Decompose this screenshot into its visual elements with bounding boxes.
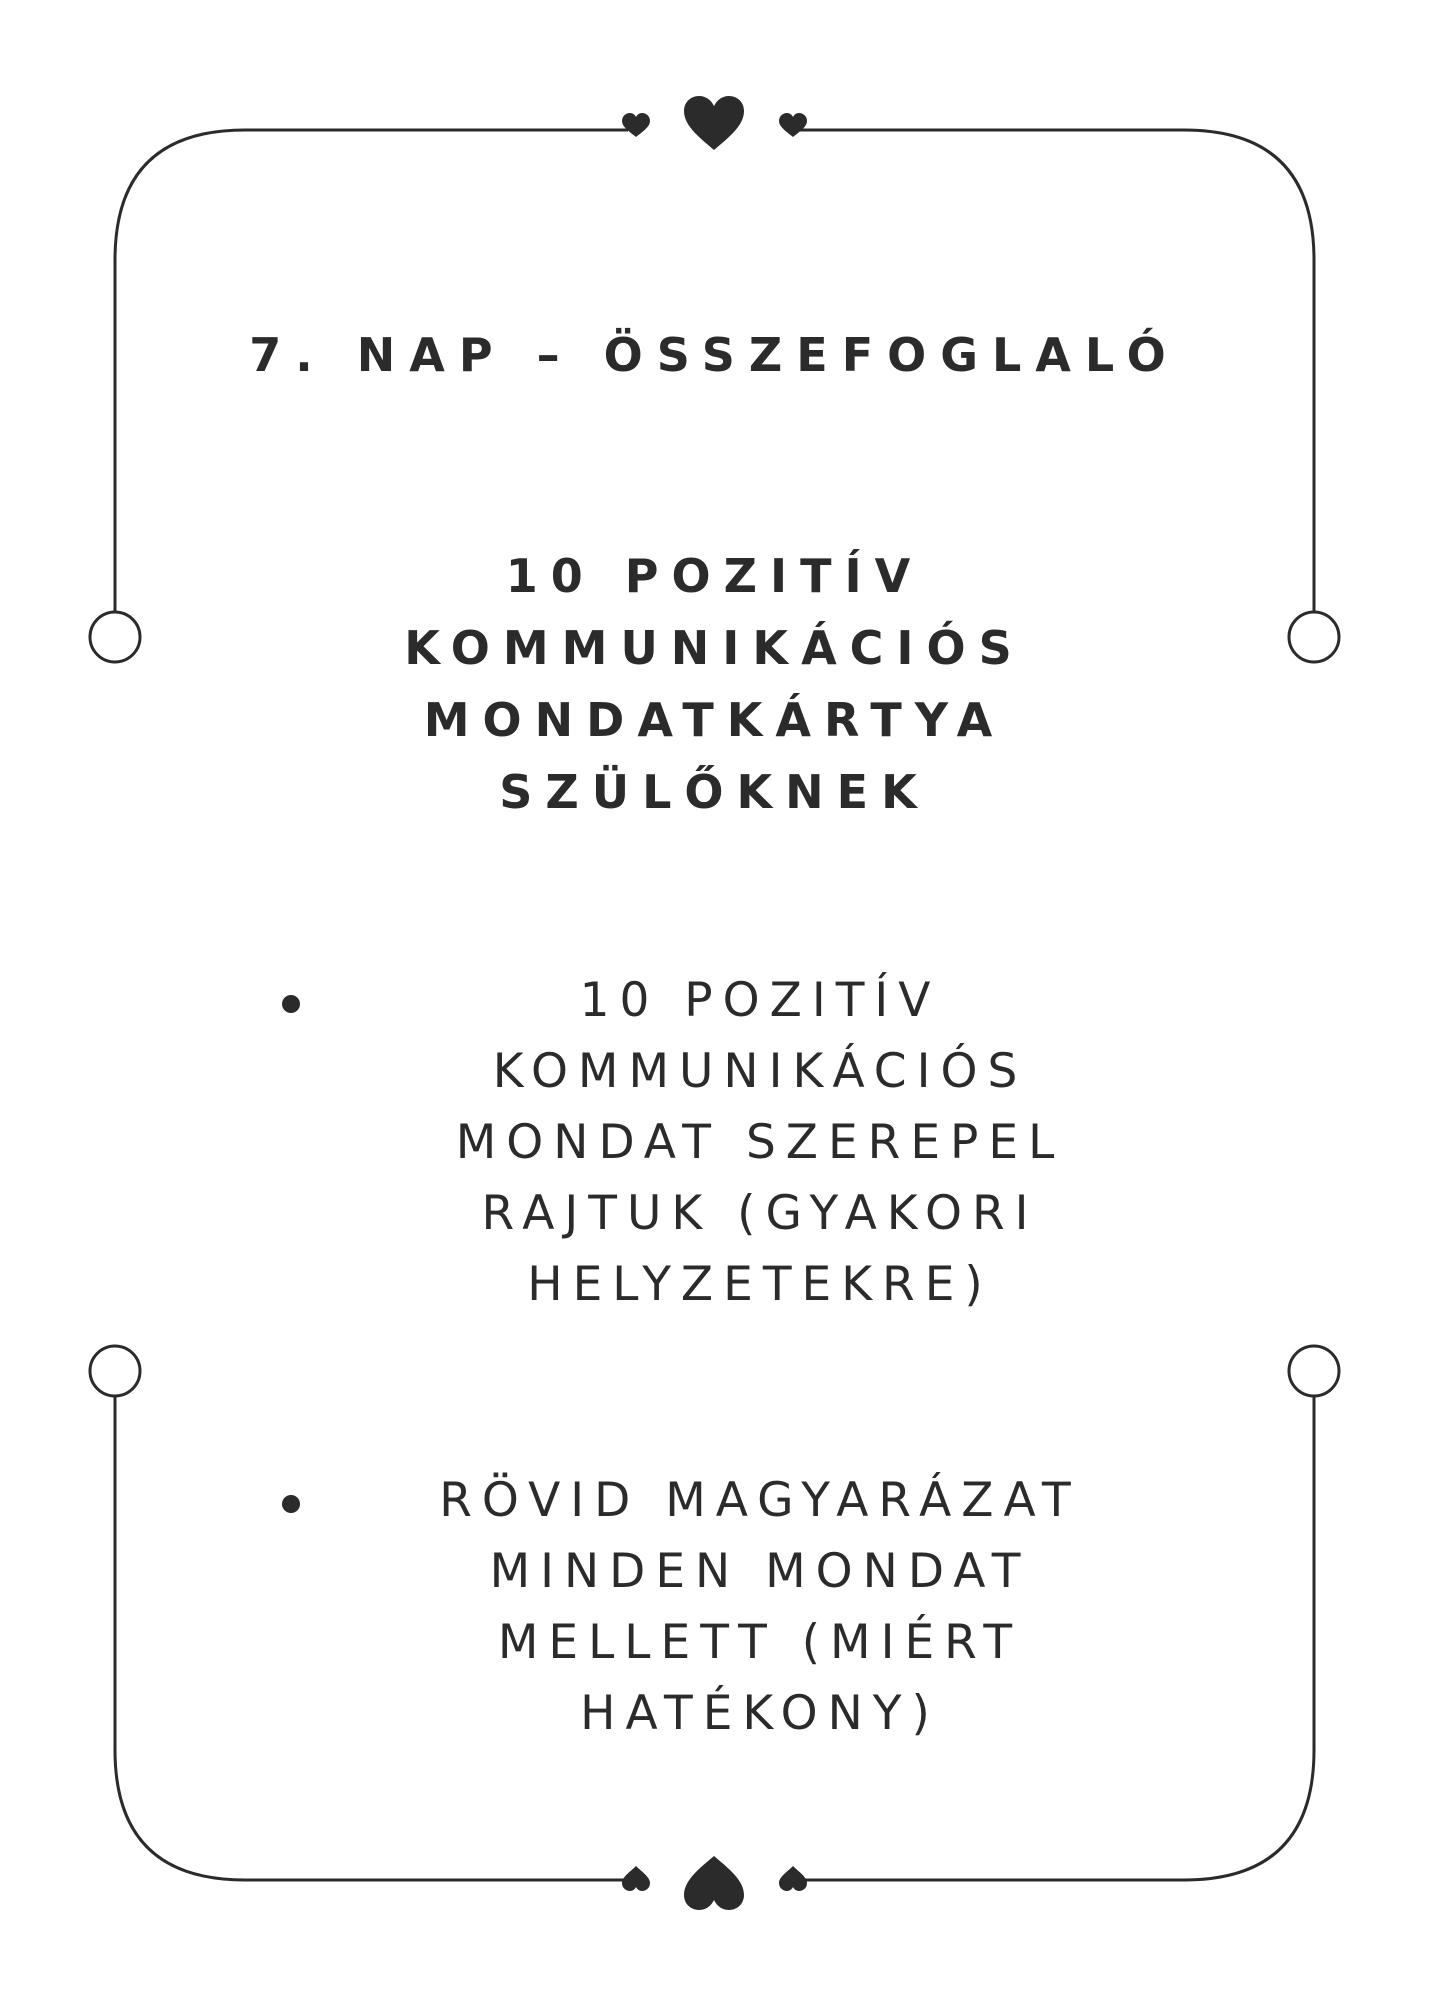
bullet-line: HELYZETEKRE)	[527, 1257, 993, 1312]
bullet-line: KOMMUNIKÁCIÓS	[492, 1044, 1028, 1099]
card-title-line: MONDATKÁRTYA	[423, 693, 1006, 747]
card-title-line: KOMMUNIKÁCIÓS	[404, 621, 1025, 675]
bullet-line: MELLETT (MIÉRT	[497, 1615, 1023, 1670]
large-spade-icon	[684, 1856, 744, 1910]
bullet-text	[360, 1465, 1160, 1749]
bullet-line: RÖVID MAGYARÁZAT	[439, 1473, 1081, 1528]
bullet-line: 10 POZITÍV	[579, 973, 941, 1028]
card-title	[0, 540, 1429, 828]
day-title: 7. NAP – ÖSSZEFOGLALÓ	[249, 328, 1180, 382]
bullet-dot-icon	[282, 995, 300, 1013]
bullet-dot-icon	[282, 1495, 300, 1513]
ring-bottom-left-icon	[90, 1346, 140, 1396]
large-heart-icon	[684, 96, 744, 150]
small-heart-icon	[779, 113, 807, 137]
card-title-line: 10 POZITÍV	[505, 549, 924, 603]
ring-bottom-right-icon	[1289, 1346, 1339, 1396]
small-spade-icon	[622, 1866, 650, 1891]
bullet-line: RAJTUK (GYAKORI	[481, 1186, 1039, 1241]
bullet-line: MINDEN MONDAT	[489, 1544, 1031, 1599]
small-heart-icon	[622, 113, 650, 137]
bullet-line: HATÉKONY)	[580, 1686, 940, 1741]
card-title-line: SZÜLŐKNEK	[499, 765, 930, 819]
bullet-line: MONDAT SZEREPEL	[455, 1115, 1065, 1170]
bullet-text	[360, 965, 1160, 1320]
small-spade-icon	[779, 1866, 807, 1891]
